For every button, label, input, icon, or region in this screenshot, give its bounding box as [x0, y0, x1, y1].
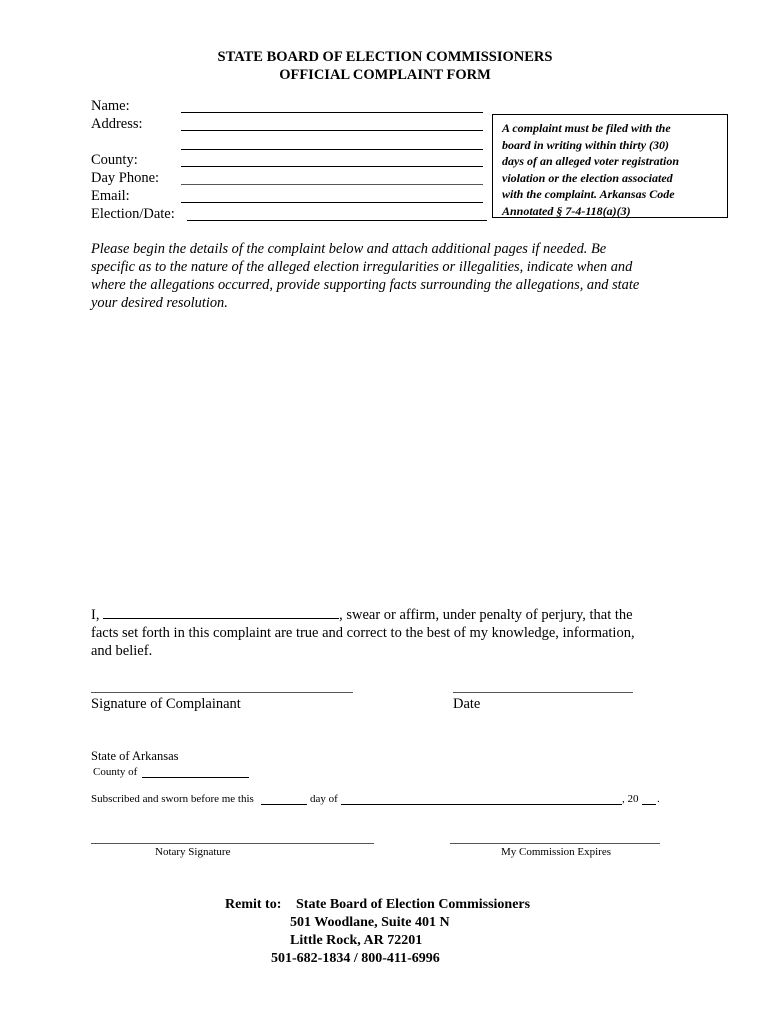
subscribed-month-field[interactable] [341, 804, 622, 805]
oath-line2: facts set forth in this complaint are true and correct to the best of my knowledge, information, [91, 625, 635, 641]
form-title-line2: OFFICIAL COMPLAINT FORM [279, 67, 491, 83]
complaint-instructions [91, 240, 691, 312]
name-label: Name: [91, 98, 130, 114]
name-field[interactable] [181, 112, 483, 113]
filing-deadline-notice [492, 114, 728, 218]
day-of-label: day of [310, 793, 338, 805]
form-title-line1: STATE BOARD OF ELECTION COMMISSIONERS [217, 49, 553, 65]
day-phone-label: Day Phone: [91, 170, 160, 186]
notice-line3: days of an alleged voter registration [502, 154, 679, 168]
year-prefix: , 20 [622, 793, 639, 805]
election-date-field[interactable] [187, 220, 487, 221]
instructions-line2: specific as to the nature of the alleged election irregularities or illegalities, indicate when and [91, 259, 633, 275]
notice-line4: violation or the election associated [502, 170, 673, 185]
oath-line1 [91, 606, 691, 624]
subscribed-year-field[interactable] [642, 804, 656, 805]
notice-line1: A complaint must be filed with the [502, 121, 671, 135]
notary-county-label: County of [93, 766, 138, 778]
notary-county-field[interactable] [142, 777, 249, 778]
instructions-line1: Please begin the details of the complaint below and attach additional pages if needed. Be [91, 241, 607, 257]
county-field[interactable] [181, 166, 483, 167]
complaint-details-area[interactable] [91, 320, 691, 590]
year-suffix: . [657, 793, 660, 805]
notary-signature-line[interactable] [91, 843, 374, 844]
commission-expires-label: My Commission Expires [501, 846, 612, 858]
notary-state: State of Arkansas [91, 749, 179, 763]
election-date-label: Election/Date: [91, 206, 175, 222]
remit-label: Remit to: [225, 897, 282, 912]
notice-line6: Annotated § 7-4-118(a)(3) [502, 203, 631, 218]
day-phone-field[interactable] [181, 184, 483, 185]
perjury-oath [91, 606, 691, 660]
remit-organization: State Board of Election Commissioners [296, 897, 531, 912]
address-field-line1[interactable] [181, 130, 483, 131]
remit-phones: 501-682-1834 / 800-411-6996 [271, 951, 440, 966]
notice-line2: board in writing within thirty (30) [502, 137, 670, 152]
instructions-line3: where the allegations occurred, provide supporting facts surrounding the allegations, and state [91, 277, 640, 293]
address-label: Address: [91, 116, 143, 132]
notice-line5: with the complaint. Arkansas Code [502, 187, 675, 201]
address-field-line2[interactable] [181, 149, 483, 150]
instructions-line4: your desired resolution. [91, 295, 228, 311]
email-label: Email: [91, 188, 130, 204]
oath-prefix: I, [91, 607, 100, 623]
oath-line3: and belief. [91, 643, 153, 659]
subscribed-label: Subscribed and sworn before me this [91, 793, 254, 805]
oath-suffix: , swear or affirm, under penalty of perjury, that the [339, 607, 633, 623]
complainant-name-blank[interactable] [103, 606, 339, 619]
complainant-signature-line[interactable] [91, 692, 353, 693]
remit-city: Little Rock, AR 72201 [290, 933, 423, 948]
subscribed-day-field[interactable] [261, 804, 307, 805]
signature-date-line[interactable] [453, 692, 633, 693]
signature-date-label: Date [453, 696, 481, 712]
commission-expires-line[interactable] [450, 843, 660, 844]
remit-street: 501 Woodlane, Suite 401 N [290, 915, 450, 930]
county-label: County: [91, 152, 138, 168]
notary-signature-label: Notary Signature [155, 846, 231, 858]
email-field[interactable] [181, 202, 483, 203]
complainant-signature-label: Signature of Complainant [91, 696, 241, 712]
